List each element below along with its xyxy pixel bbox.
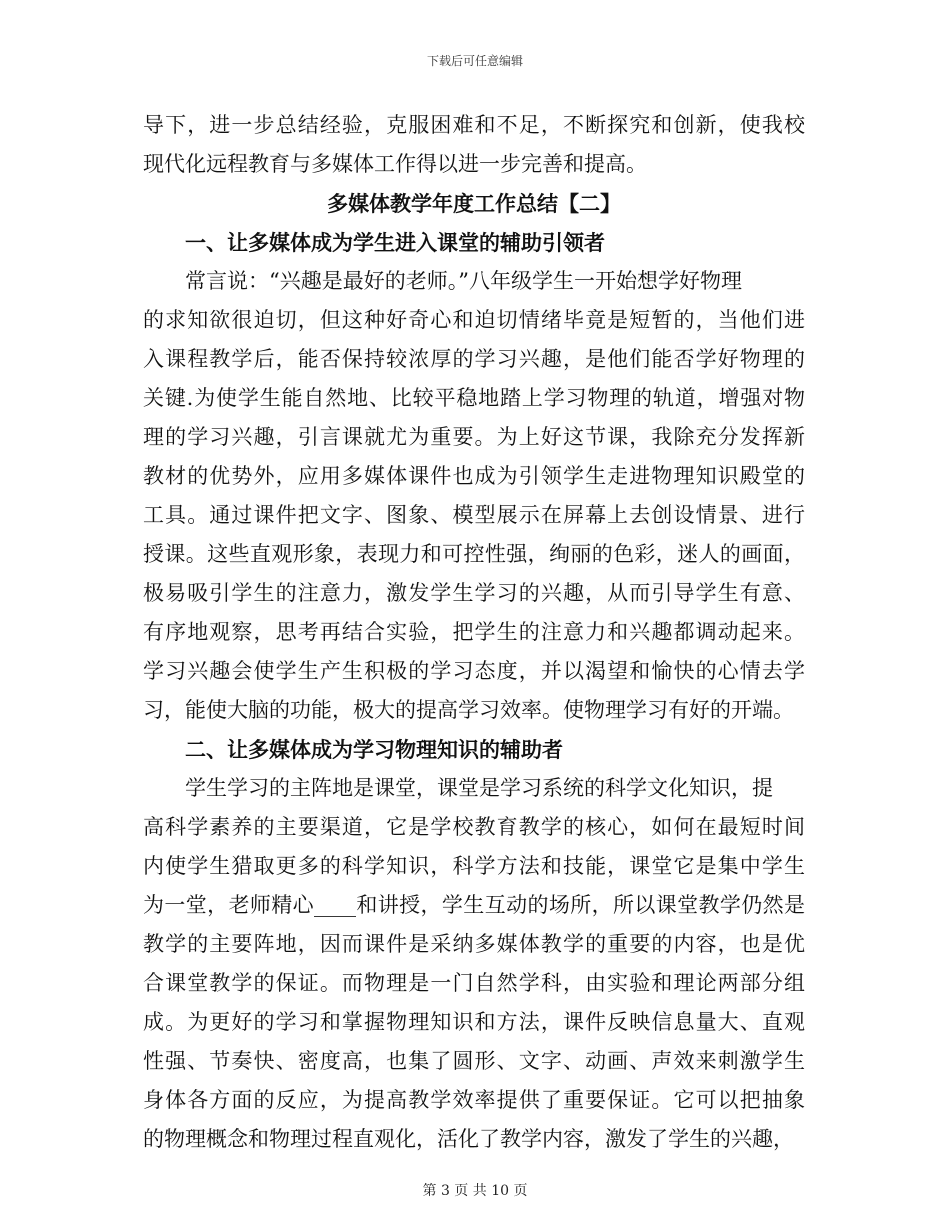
paragraph-line: 学生学习的主阵地是课堂，课堂是学习系统的科学文化知识，提 xyxy=(185,776,773,800)
paragraph-line: 性强、节奏快、密度高，也集了圆形、文字、动画、声效来刺激学生 xyxy=(143,1049,805,1073)
paragraph-line: 极易吸引学生的注意力，激发学生学习的兴趣，从而引导学生有意、 xyxy=(143,581,805,605)
paragraph-line: 有序地观察，思考再结合实验，把学生的注意力和兴趣都调动起来。 xyxy=(143,620,805,644)
paragraph-line: 常言说：“兴趣是最好的老师。”八年级学生一开始想学好物理 xyxy=(185,269,742,293)
paragraph-line: 导下，进一步总结经验，克服困难和不足，不断探究和创新，使我校 xyxy=(143,113,805,137)
paragraph-line: 的求知欲很迫切，但这种好奇心和迫切情绪毕竟是短暂的，当他们进 xyxy=(143,308,805,332)
paragraph-line: 理的学习兴趣，引言课就尤为重要。为上好这节课，我除充分发挥新 xyxy=(143,425,805,449)
paragraph-line: 现代化远程教育与多媒体工作得以进一步完善和提高。 xyxy=(143,152,647,176)
paragraph-line: 习，能使大脑的功能，极大的提高学习效率。使物理学习有好的开端。 xyxy=(143,698,794,722)
paragraph-line: 的物理概念和物理过程直观化，活化了教学内容，激发了学生的兴趣， xyxy=(143,1127,794,1151)
section-heading-2: 二、让多媒体成为学习物理知识的辅助者 xyxy=(185,737,563,762)
section-title: 多媒体教学年度工作总结【二】 xyxy=(327,191,621,216)
paragraph-line: 成。为更好的学习和掌握物理知识和方法，课件反映信息量大、直观 xyxy=(143,1010,805,1034)
paragraph-line: 合课堂教学的保证。而物理是一门自然学科，由实验和理论两部分组 xyxy=(143,971,805,995)
section-heading-1: 一、让多媒体成为学生进入课堂的辅助引领者 xyxy=(185,230,605,255)
paragraph-line: 为一堂，老师精心____和讲授，学生互动的场所，所以课堂教学仍然是 xyxy=(143,893,805,917)
paragraph-line: 工具。通过课件把文字、图象、模型展示在屏幕上去创设情景、进行 xyxy=(143,503,805,527)
page-header-note: 下载后可任意编辑 xyxy=(426,54,523,68)
paragraph-line: 身体各方面的反应，为提高教学效率提供了重要保证。它可以把抽象 xyxy=(143,1088,805,1112)
document-body xyxy=(143,106,805,1159)
paragraph-line: 教学的主要阵地，因而课件是采纳多媒体教学的重要的内容，也是优 xyxy=(143,932,805,956)
paragraph-line: 入课程教学后，能否保持较浓厚的学习兴趣，是他们能否学好物理的 xyxy=(143,347,805,371)
paragraph-line: 授课。这些直观形象，表现力和可控性强，绚丽的色彩，迷人的画面， xyxy=(143,542,805,566)
paragraph-line: 内使学生猎取更多的科学知识，科学方法和技能，课堂它是集中学生 xyxy=(143,854,805,878)
paragraph-line: 关键.为使学生能自然地、比较平稳地踏上学习物理的轨道，增强对物 xyxy=(143,386,805,410)
paragraph-line: 高科学素养的主要渠道，它是学校教育教学的核心，如何在最短时间 xyxy=(143,815,805,839)
paragraph-line: 教材的优势外，应用多媒体课件也成为引领学生走进物理知识殿堂的 xyxy=(143,464,805,488)
page-number-footer: 第 3 页 共 10 页 xyxy=(422,1183,528,1199)
paragraph-line: 学习兴趣会使学生产生积极的学习态度，并以渴望和愉快的心情去学 xyxy=(143,659,805,683)
